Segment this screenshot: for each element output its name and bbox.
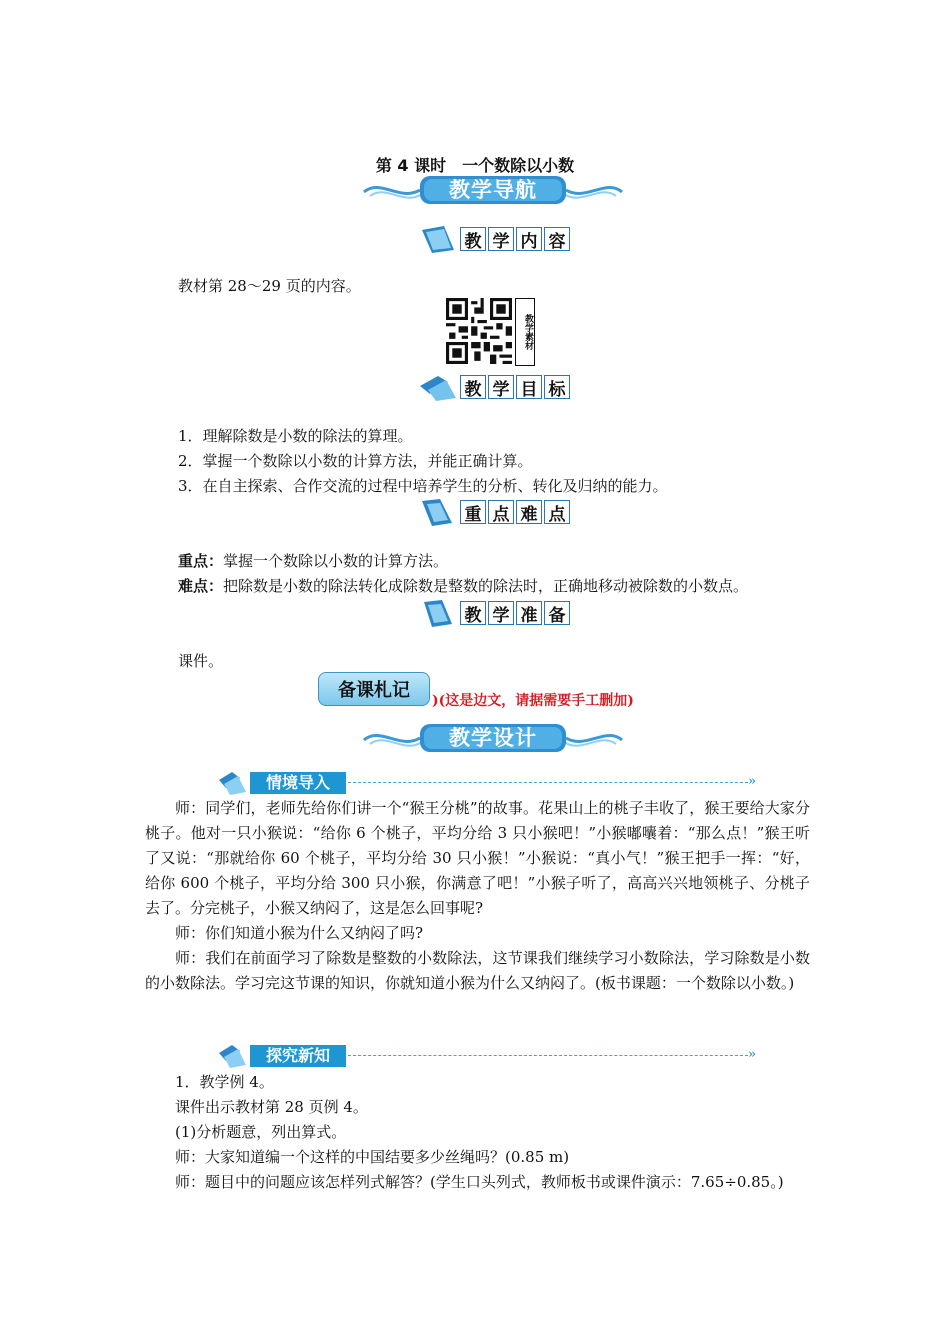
step-tag-explore bbox=[216, 1045, 776, 1067]
key-point bbox=[178, 549, 448, 574]
banner-title: 教学导航 bbox=[449, 178, 537, 202]
difficult-point-text: 把除数是小数的除法转化成除数是整数的除法时，正确地移动被除数的小数点。 bbox=[223, 577, 749, 595]
section-char: 教 bbox=[460, 227, 486, 251]
section-header-goals bbox=[418, 372, 578, 402]
paragraph: 师：题目中的问题应该怎样列式解答？(学生口头列式，教师板书或课件演示：7.65÷0.85。) bbox=[175, 1173, 784, 1191]
banner-title: 教学设计 bbox=[449, 726, 537, 750]
section-char: 学 bbox=[488, 227, 514, 251]
section-char: 点 bbox=[544, 500, 570, 524]
dashed-divider bbox=[348, 782, 748, 783]
banner-teaching-design bbox=[360, 720, 626, 756]
section-char: 备 bbox=[544, 601, 570, 625]
margin-note: )(这是边文，请据需要手工删加) bbox=[432, 693, 634, 709]
paragraph: 课件出示教材第 28 页例 4。 bbox=[175, 1098, 368, 1116]
paragraph: 1．教学例 4。 bbox=[175, 1073, 274, 1091]
double-chevron-icon: » bbox=[748, 774, 757, 789]
section-char: 学 bbox=[488, 601, 514, 625]
section-char: 标 bbox=[544, 375, 570, 399]
section-char: 内 bbox=[516, 227, 542, 251]
section-char: 学 bbox=[488, 375, 514, 399]
double-chevron-icon: » bbox=[748, 1047, 757, 1062]
step-label: 情境导入 bbox=[250, 772, 346, 794]
book-icon bbox=[216, 770, 248, 796]
paragraph: (1)分析题意，列出算式。 bbox=[175, 1123, 347, 1141]
section-header-content bbox=[418, 224, 578, 254]
section-char: 点 bbox=[488, 500, 514, 524]
book-icon bbox=[418, 598, 458, 628]
paragraph: 师：大家知道编一个这样的中国结要多少丝绳吗？(0.85 m) bbox=[175, 1148, 570, 1166]
lesson-notes-badge: 备课札记 bbox=[318, 672, 430, 706]
section-char: 目 bbox=[516, 375, 542, 399]
lesson-title: 第 4 课时 一个数除以小数 bbox=[375, 156, 575, 175]
goal-item: 1．理解除数是小数的除法的算理。 bbox=[178, 427, 413, 445]
qr-code-icon[interactable] bbox=[446, 298, 512, 364]
difficult-point-label: 难点： bbox=[178, 577, 224, 595]
book-icon bbox=[418, 224, 458, 254]
explore-section bbox=[145, 1070, 810, 1195]
step-tag-intro bbox=[216, 772, 776, 794]
paragraph: 师：同学们，老师先给你们讲一个“猴王分桃”的故事。花果山上的桃子丰收了，猴王要给大家分桃子。他对一只小猴说：“给你 6 个桃子，平均分给 3 只小猴吧！”小猴嘟囔着：“那么点！”猴王听了又说：“那就给你 60 个桃子，平均分给 30 只小猴！”小猴说：“真小气！”猴王把手一挥：“好，给你 600 个桃子，平均分给 300 只小猴，你满意了吧！”小猴子听了，高高兴兴地领桃子、分桃子去了。分完桃子，小猴又纳闷了，这是怎么回事呢? bbox=[145, 799, 810, 917]
section-char: 教 bbox=[460, 375, 486, 399]
key-point-label: 重点： bbox=[178, 552, 224, 570]
key-point-text: 掌握一个数除以小数的计算方法。 bbox=[223, 552, 449, 570]
difficult-point bbox=[178, 574, 748, 599]
section-char: 难 bbox=[516, 500, 542, 524]
paragraph: 师：我们在前面学习了除数是整数的小数除法，这节课我们继续学习小数除法，学习除数是小数的小数除法。学习完这节课的知识，你就知道小猴为什么又纳闷了。(板书课题：一个数除以小数。) bbox=[145, 949, 810, 992]
section-char: 准 bbox=[516, 601, 542, 625]
paragraph: 师：你们知道小猴为什么又纳闷了吗? bbox=[175, 924, 424, 942]
section-char: 教 bbox=[460, 601, 486, 625]
content-text: 教材第 28～29 页的内容。 bbox=[178, 277, 361, 295]
section-header-preparation bbox=[418, 598, 578, 628]
step-label: 探究新知 bbox=[250, 1045, 346, 1067]
book-icon bbox=[418, 497, 458, 527]
intro-section bbox=[145, 796, 810, 996]
goal-item: 3．在自主探索、合作交流的过程中培养学生的分析、转化及归纳的能力。 bbox=[178, 477, 668, 495]
goal-item: 2．掌握一个数除以小数的计算方法，并能正确计算。 bbox=[178, 452, 533, 470]
book-icon bbox=[418, 372, 458, 402]
prep-text: 课件。 bbox=[178, 652, 224, 670]
section-char: 重 bbox=[460, 500, 486, 524]
section-char: 容 bbox=[544, 227, 570, 251]
dashed-divider bbox=[348, 1055, 748, 1056]
banner-teaching-guide bbox=[360, 172, 626, 208]
section-header-key-points bbox=[418, 497, 578, 527]
qr-side-label: 教学素材 bbox=[515, 298, 535, 366]
book-icon bbox=[216, 1043, 248, 1069]
